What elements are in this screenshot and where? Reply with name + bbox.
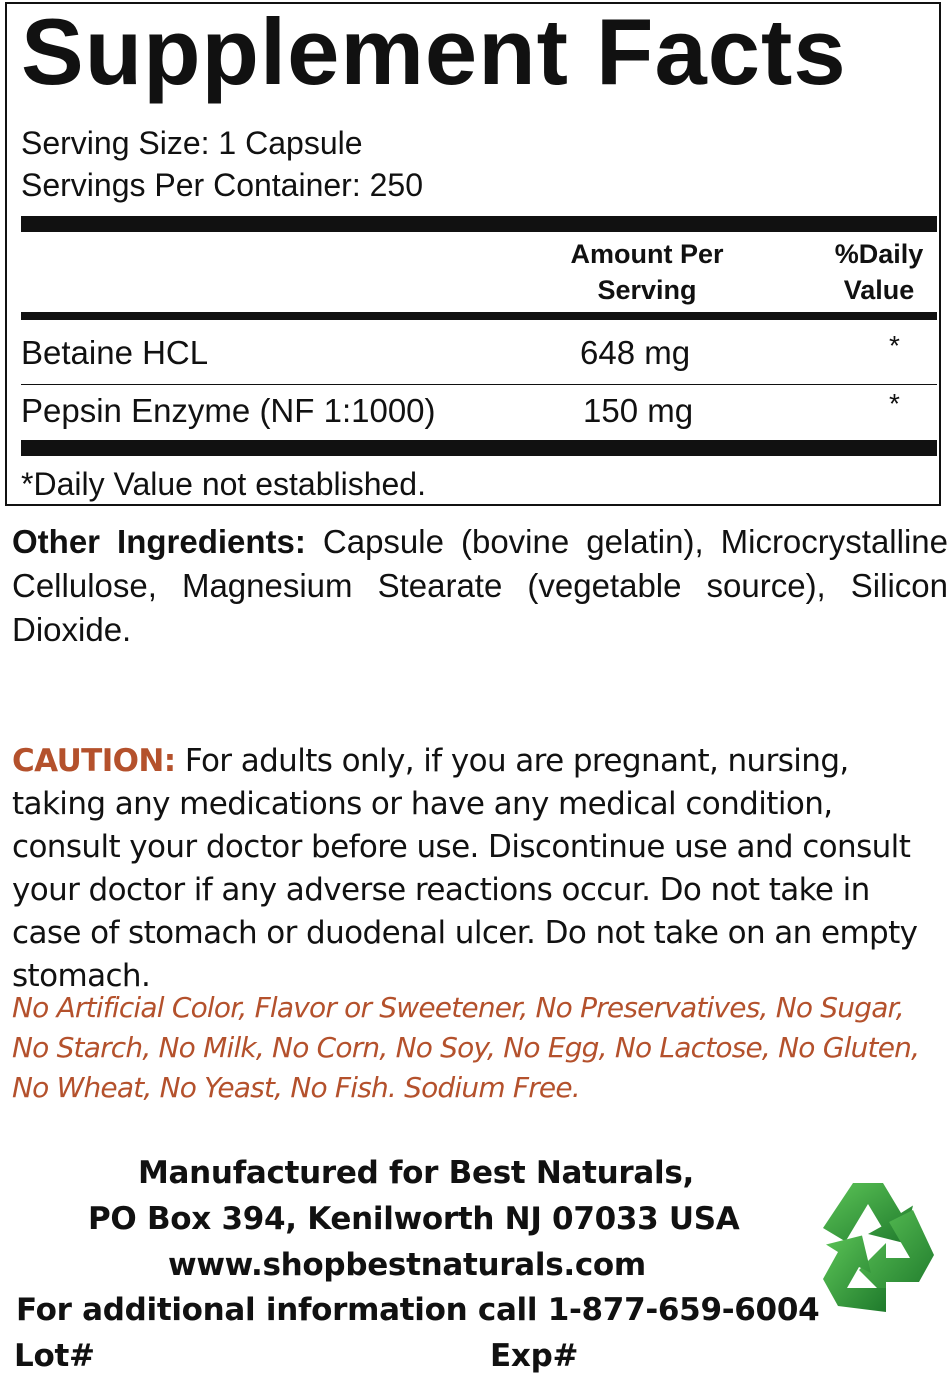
servings-per-container: Servings Per Container: 250 (21, 167, 423, 203)
manufacturer-address: PO Box 394, Kenilworth NJ 07033 USA (88, 1201, 740, 1237)
caution-label: CAUTION: (12, 743, 176, 779)
daily-value-footnote: *Daily Value not established. (21, 466, 426, 502)
ingredient-dv: * (889, 330, 900, 361)
caution-statement (12, 740, 940, 998)
thick-divider (21, 440, 937, 456)
expiration-label: Exp# (490, 1338, 579, 1374)
ingredient-amount: 150 mg (583, 392, 694, 429)
row-divider (21, 384, 937, 385)
thick-divider (21, 216, 937, 232)
facts-title: Supplement Facts (21, 0, 847, 104)
caution-text: For adults only, if you are pregnant, nursing, taking any medications or have any medical condition, consult your doctor before use. Discontinue use and consult your doctor if any adverse reactions occur. Do not take in case of stomach or duodenal ulcer. Do not take on an empty stomach. (12, 743, 918, 994)
lot-number-label: Lot# (14, 1338, 95, 1374)
supplement-facts-panel (5, 2, 941, 506)
recycle-icon (796, 1168, 946, 1318)
other-ingredients-text: Capsule (bovine gelatin), Microcrystalline Cellulose, Magnesium Stearate (vegetable source), Silicon Dioxide. (12, 523, 949, 648)
ingredient-dv: * (889, 388, 900, 419)
free-from-statement: No Artificial Color, Flavor or Sweetener, No Preservatives, No Sugar, No Starch, No Milk, No Corn, No Soy, No Egg, No Lactose, No Gluten, No Wheat, No Yeast, No Fish. Sodium Free. (12, 991, 920, 1104)
serving-size: Serving Size: 1 Capsule (21, 125, 363, 161)
other-ingredients (12, 520, 948, 652)
manufacturer-line: Manufactured for Best Naturals, (138, 1155, 694, 1191)
ingredient-name: Betaine HCL (21, 334, 209, 371)
daily-value-header: %Daily Value (834, 239, 924, 305)
manufacturer-phone: For additional information call 1-877-659-6004 (16, 1292, 820, 1328)
other-ingredients-label: Other Ingredients: (12, 523, 306, 560)
ingredient-name: Pepsin Enzyme (NF 1:1000) (21, 392, 436, 429)
manufacturer-website: www.shopbestnaturals.com (168, 1247, 646, 1283)
ingredient-amount: 648 mg (580, 334, 691, 371)
amount-per-serving-header: Amount Per Serving (570, 239, 724, 305)
recycle-arrows (823, 1183, 934, 1312)
header-divider (21, 312, 937, 320)
